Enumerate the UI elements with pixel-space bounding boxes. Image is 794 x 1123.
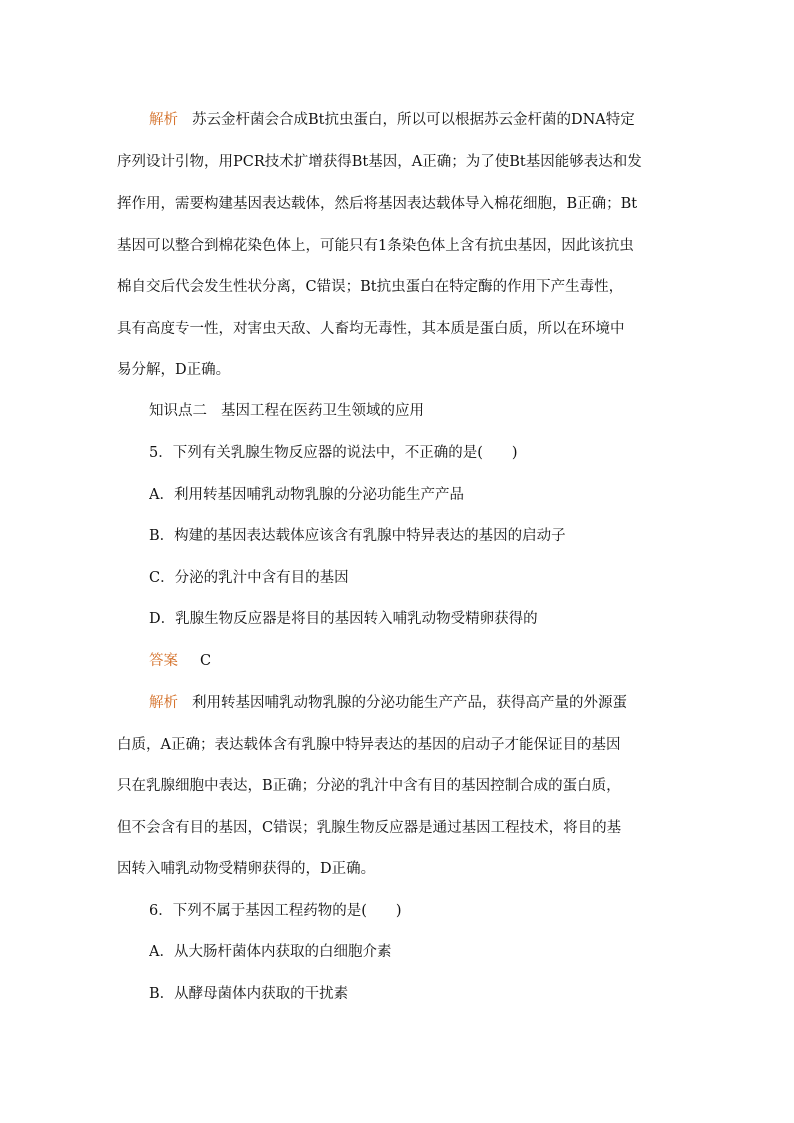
- question-5-option-b: B．构建的基因表达载体应该含有乳腺中特异表达的基因的启动子: [149, 528, 566, 544]
- analysis-2-line-4: 但不会含有目的基因，C错误；乳腺生物反应器是通过基因工程技术，将目的基: [117, 820, 622, 836]
- analysis-1-line-2: 序列设计引物，用PCR技术扩增获得Bt基因，A正确；为了使Bt基因能够表达和发: [117, 154, 642, 170]
- analysis-1-line-4: 基因可以整合到棉花染色体上，可能只有1条染色体上含有抗虫基因，因此该抗虫: [117, 238, 634, 254]
- analysis-2-line-2: 白质，A正确；表达载体含有乳腺中特异表达的基因的启动子才能保证目的基因: [117, 737, 621, 753]
- question-5-stem: 5．下列有关乳腺生物反应器的说法中，不正确的是( ): [149, 445, 518, 461]
- question-6-stem: 6．下列不属于基因工程药物的是( ): [149, 903, 402, 919]
- analysis-1-line-7: 易分解，D正确。: [117, 362, 231, 378]
- question-5-answer: [149, 651, 719, 671]
- analysis-1-line-3: 挥作用，需要构建基因表达载体，然后将基因表达载体导入棉花细胞，B正确；Bt: [117, 196, 638, 212]
- question-5-option-a: A．利用转基因哺乳动物乳腺的分泌功能生产产品: [149, 487, 464, 503]
- question-5-option-d: D．乳腺生物反应器是将目的基因转入哺乳动物受精卵获得的: [149, 611, 538, 627]
- answer-label: 答案: [149, 653, 178, 669]
- analysis-1-line-5: 棉自交后代会发生性状分离，C错误；Bt抗虫蛋白在特定酶的作用下产生毒性，: [117, 279, 624, 295]
- analysis-label: 解析: [149, 112, 178, 128]
- analysis-2-line-5: 因转入哺乳动物受精卵获得的，D正确。: [117, 861, 376, 877]
- analysis-1-line-6: 具有高度专一性，对害虫天敌、人畜均无毒性，其本质是蛋白质，所以在环境中: [117, 321, 625, 337]
- question-5-option-c: C．分泌的乳汁中含有目的基因: [149, 570, 349, 586]
- analysis-label: 解析: [149, 695, 178, 711]
- question-6-option-b: B．从酵母菌体内获取的干扰素: [149, 986, 349, 1002]
- analysis-1-line-1: 解析 苏云金杆菌会合成Bt抗虫蛋白，所以可以根据苏云金杆菌的DNA特定: [149, 112, 635, 128]
- question-6-option-a: A．从大肠杆菌体内获取的白细胞介素: [149, 944, 392, 960]
- section-heading: [149, 401, 719, 421]
- analysis-2-line-1: 解析 利用转基因哺乳动物乳腺的分泌功能生产产品，获得高产量的外源蛋: [149, 695, 627, 711]
- section-title: 知识点二: [149, 403, 207, 419]
- section-subtitle: 基因工程在医药卫生领域的应用: [221, 403, 424, 419]
- analysis-2-line-3: 只在乳腺细胞中表达，B正确；分泌的乳汁中含有目的基因控制合成的蛋白质，: [117, 778, 621, 794]
- answer-value: C: [200, 653, 212, 669]
